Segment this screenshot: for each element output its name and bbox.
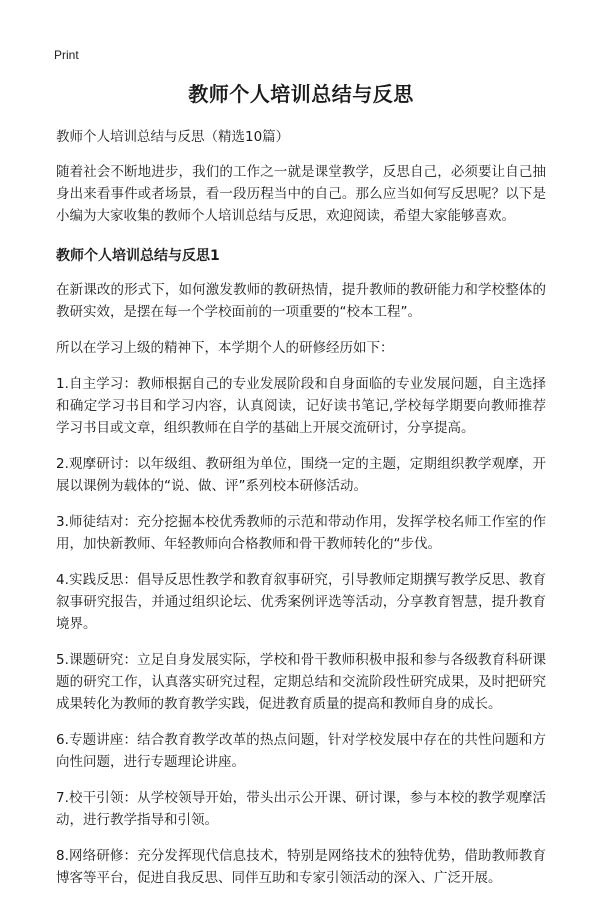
list-item-paragraph: 3.师徒结对：充分挖掘本校优秀教师的示范和带动作用，发挥学校名师工作室的作用，加快新教师、年轻教师向合格教师和骨干教师转化的“步伐。	[56, 514, 546, 552]
paragraph: 所以在学习上级的精神下，本学期个人的研修经历如下：	[56, 340, 394, 356]
list-item-paragraph: 1.自主学习：教师根据自己的专业发展阶段和自身面临的专业发展问题，自主选择和确定学习书目和学习内容，认真阅读，记好读书笔记,学校每学期要向教师推荐学习书目或文章，组织教师在自学的基础上开展交流研讨，分享提高。	[56, 376, 546, 436]
list-item-paragraph: 6.专题讲座：结合教育教学改革的热点问题，针对学校发展中存在的共性问题和方向性问题，进行专题理论讲座。	[56, 732, 546, 770]
document-body	[56, 78, 546, 903]
paragraph: 在新课改的形式下，如何激发教师的教研热情，提升教师的教研能力和学校整体的教研实效，是摆在每一个学校面前的一项重要的“校本工程”。	[56, 282, 546, 320]
print-link[interactable]: Print	[54, 48, 79, 62]
list-item-paragraph: 7.校干引领：从学校领导开始，带头出示公开课、研讨课，参与本校的教学观摩活动，进行教学指导和引领。	[56, 790, 546, 828]
list-item-paragraph: 4.实践反思：倡导反思性教学和教育叙事研究，引导教师定期撰写教学反思、教育叙事研究报告，并通过组织论坛、优秀案例评选等活动，分享教育智慧，提升教育境界。	[56, 572, 546, 632]
document-title: 教师个人培训总结与反思	[188, 82, 414, 106]
document-subtitle: 教师个人培训总结与反思（精选10篇）	[56, 129, 290, 145]
list-item-paragraph: 8.网络研修：充分发挥现代信息技术，特别是网络技术的独特优势，借助教师教育博客等平台，促进自我反思、同伴互助和专家引领活动的深入、广泛开展。	[56, 848, 546, 886]
section-heading: 教师个人培训总结与反思1	[56, 248, 220, 264]
intro-paragraph: 随着社会不断地进步，我们的工作之一就是课堂教学，反思自己，必须要让自己抽身出来看事件或者场景，看一段历程当中的自己。那么应当如何写反思呢？以下是小编为大家收集的教师个人培训总结与反思，欢迎阅读，希望大家能够喜欢。	[56, 164, 546, 224]
list-item-paragraph: 5.课题研究：立足自身发展实际，学校和骨干教师积极申报和参与各级教育科研课题的研究工作，认真落实研究过程，定期总结和交流阶段性研究成果，及时把研究成果转化为教师的教育教学实践，促进教育质量的提高和教师自身的成长。	[56, 652, 546, 712]
list-item-paragraph: 2.观摩研讨：以年级组、教研组为单位，围绕一定的主题，定期组织教学观摩，开展以课例为载体的“说、做、评”系列校本研修活动。	[56, 456, 546, 494]
